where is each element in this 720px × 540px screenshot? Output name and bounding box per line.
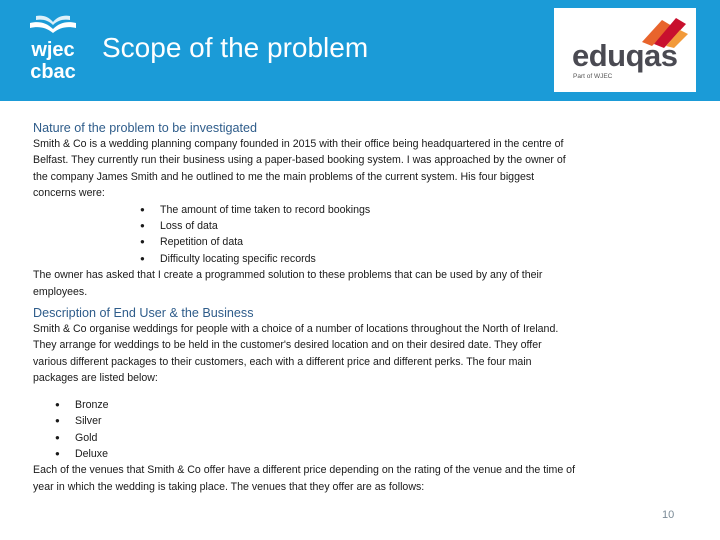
paragraph-request: The owner has asked that I create a programmed solution to these problems that can be used by any of their employees. bbox=[33, 269, 543, 298]
packages-list bbox=[33, 397, 578, 463]
page-number: 10 bbox=[662, 509, 675, 521]
wjec-wordmark: wjec bbox=[31, 39, 75, 61]
eduqas-logo bbox=[554, 8, 696, 92]
list-item: ● The amount of time taken to record bookings bbox=[33, 202, 578, 218]
wjec-cbac-logo bbox=[20, 12, 86, 84]
list-item: ● Repetition of data bbox=[33, 234, 578, 250]
eduqas-wordmark: eduqas bbox=[572, 38, 678, 73]
concerns-list bbox=[33, 202, 578, 268]
paragraph-intro: Smith & Co is a wedding planning company founded in 2015 with their office being headquartered in the centre of Belfast. They currently run their business using a paper-based booking system. I was approached by the owner of the company James Smith and he outlined to me the main problems of the current system. His four biggest concerns were: bbox=[33, 138, 566, 200]
section-heading-nature: Nature of the problem to be investigated bbox=[33, 121, 258, 135]
list-item: ● Deluxe bbox=[33, 446, 578, 462]
list-item: ● Gold bbox=[33, 430, 578, 446]
header-bar bbox=[0, 0, 720, 101]
open-book-icon bbox=[30, 16, 76, 33]
eduqas-tagline: Part of WJEC bbox=[573, 73, 613, 80]
slide-title: Scope of the problem bbox=[102, 32, 369, 63]
document-body bbox=[33, 120, 578, 495]
list-item: ● Difficulty locating specific records bbox=[33, 251, 578, 267]
section-heading-end-user: Description of End User & the Business bbox=[33, 306, 254, 321]
paragraph-venues: Each of the venues that Smith & Co offer have a different price depending on the rating of the venue and the time of year in which the wedding is taking place. The venues that they offer are as follows: bbox=[33, 464, 576, 493]
list-item: ● Bronze bbox=[33, 397, 578, 413]
paragraph-business: Smith & Co organise weddings for people with a choice of a number of locations throughout the North of Ireland. They arrange for weddings to be held in the customer's desired location and on their desired date. They offer various different packages to their customers, each with a different price and different perks. The four main packages are listed below: bbox=[33, 323, 559, 385]
list-item: ● Loss of data bbox=[33, 218, 578, 234]
cbac-wordmark: cbac bbox=[30, 61, 76, 83]
list-item: ● Silver bbox=[33, 413, 578, 429]
